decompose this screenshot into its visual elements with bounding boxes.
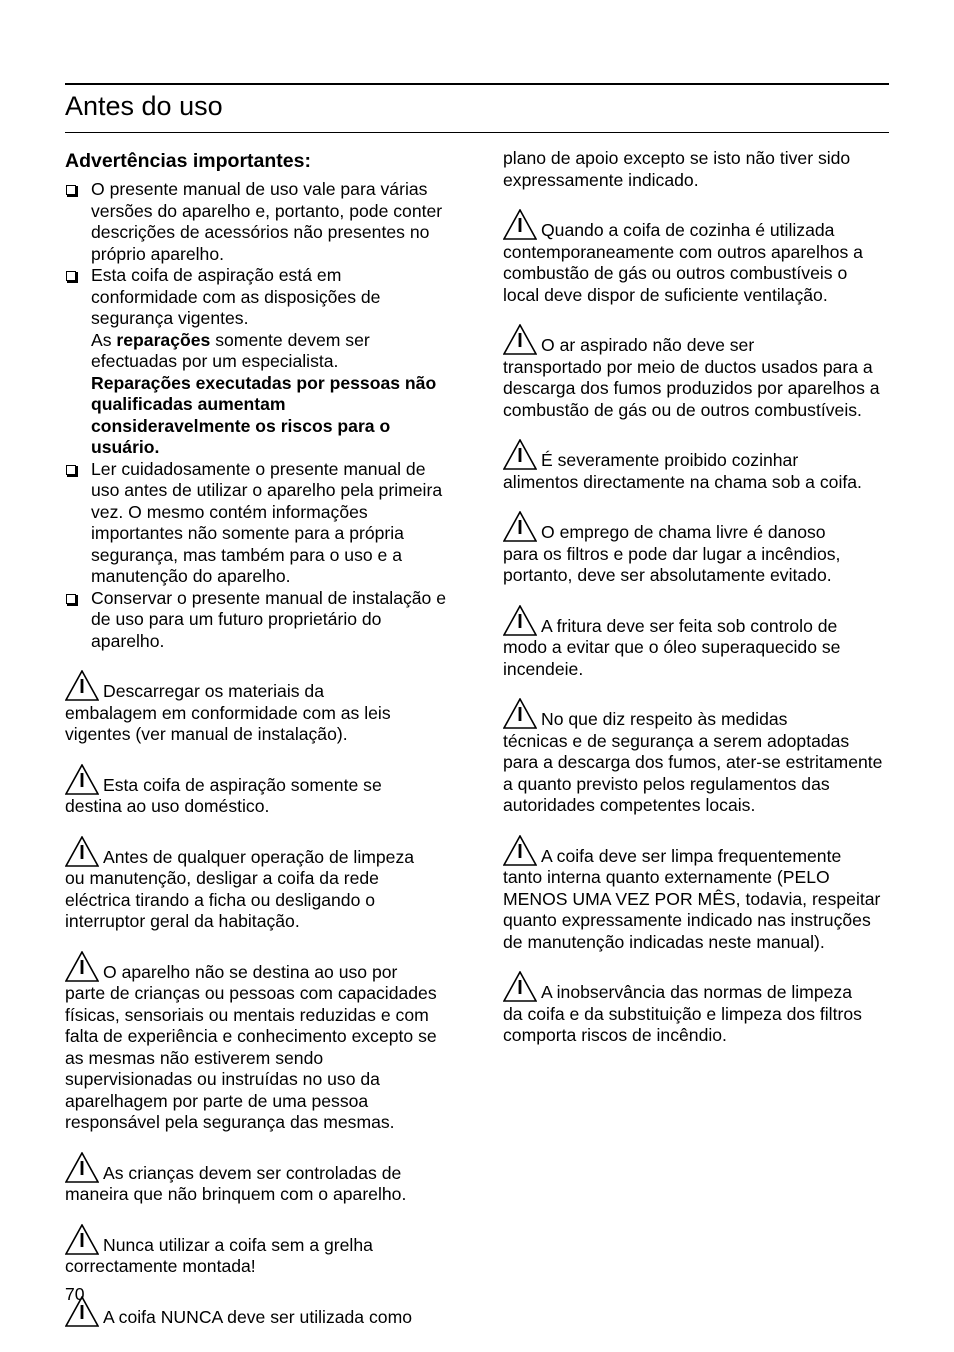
checkbox-bullet-icon	[66, 271, 76, 281]
repairs-text-pre: As	[91, 329, 117, 350]
warning-first-line: Esta coifa de aspiração somente se	[103, 774, 382, 795]
warning-text: ou manutenção, desligar a coifa da rede eléctrica tirando a ficha ou desligando o interruptor geral da habitação.	[65, 868, 379, 931]
warning-paragraph	[503, 439, 887, 493]
warning-first-line: O aparelho não se destina ao uso por	[103, 961, 398, 982]
warning-first-line: O emprego de chama livre é danoso	[541, 522, 826, 542]
warning-paragraph	[503, 209, 887, 306]
page-number: 70	[65, 1284, 85, 1304]
warning-paragraph	[65, 1296, 449, 1329]
warning-text: alimentos directamente na chama sob a coifa.	[503, 471, 862, 492]
warning-triangle-icon	[503, 835, 537, 866]
checkbox-bullet-icon	[66, 465, 76, 475]
warning-triangle-icon	[65, 764, 99, 795]
warning-text: tanto interna quanto externamente (PELO MENOS UMA VEZ POR MÊS, todavia, respeitar quanto expressamente indicado nas instruções de manutenção indicadas neste manual).	[503, 867, 881, 952]
warning-triangle-icon	[503, 605, 537, 636]
warning-text: parte de crianças ou pessoas com capacidades físicas, sensoriais ou mentais reduzidas e com falta de experiência e conhecimento excepto se as mesmas não estiverem sendo supervisionadas ou instruídas no uso da aparelhagem por parte de uma pessoa responsável pela segurança das mesmas.	[65, 983, 437, 1132]
checkbox-bullet-icon	[66, 185, 76, 195]
header-bottom-rule	[65, 132, 889, 133]
warning-paragraph	[503, 835, 887, 954]
repairs-bold: reparações	[116, 329, 211, 350]
list-item	[65, 459, 449, 588]
warning-text: para os filtros e pode dar lugar a incêndios, portanto, deve ser absolutamente evitado.	[503, 543, 841, 585]
warning-triangle-icon	[65, 1224, 99, 1255]
warning-first-line: A fritura deve ser feita sob controlo de	[541, 615, 838, 636]
warning-paragraph	[65, 670, 449, 746]
warning-paragraph	[503, 605, 887, 681]
warning-text: técnicas e de segurança a serem adoptadas para a descarga dos fumos, ater-se estritamente a quanto previsto pelos regulamentos das autoridades competentes locais.	[503, 730, 883, 815]
list-item	[65, 179, 449, 265]
list-item	[65, 265, 449, 459]
warning-paragraph	[503, 971, 887, 1047]
warning-first-line: É severamente proibido cozinhar	[541, 450, 799, 470]
warning-triangle-icon	[503, 971, 537, 1002]
warning-first-line: A coifa deve ser limpa frequentemente	[541, 845, 842, 866]
warning-first-line: No que diz respeito às medidas	[541, 709, 788, 729]
warning-first-line: Nunca utilizar a coifa sem a grelha	[103, 1234, 373, 1255]
warning-paragraph	[65, 1224, 449, 1278]
right-column	[503, 148, 887, 1047]
warning-paragraph	[503, 511, 887, 587]
checkbox-bullet-icon	[66, 594, 76, 604]
warning-paragraph	[503, 698, 887, 817]
list-item-text: Ler cuidadosamente o presente manual de uso antes de utilizar o aparelho pela primeira vez. O mesmo contém informações importantes não somente para a própria segurança, mas também para o uso e a manutenção do aparelho.	[91, 458, 443, 586]
warning-triangle-icon	[503, 324, 537, 355]
important-warnings-heading: Advertências importantes:	[65, 150, 311, 172]
warning-text: correctamente montada!	[65, 1256, 256, 1276]
checkbox-list	[65, 179, 449, 652]
warning-triangle-icon	[65, 836, 99, 867]
warning-first-line: Descarregar os materiais da	[103, 681, 324, 701]
warning-text: contemporaneamente com outros aparelhos a combustão de gás ou outros combustíveis o local deve dispor de suficiente ventilação.	[503, 241, 863, 305]
warning-first-line: Antes de qualquer operação de limpeza	[103, 846, 415, 867]
warning-text: destina ao uso doméstico.	[65, 796, 270, 816]
warning-text: transportado por meio de ductos usados para a descarga dos fumos produzidos por aparelhos a combustão de gás ou de outros combustíveis.	[503, 356, 880, 420]
warning-first-line: As crianças devem ser controladas de	[103, 1162, 402, 1183]
repairs-warning-bold: Reparações executadas por pessoas não qualificadas aumentam consideravelmente os riscos para o usuário.	[91, 372, 437, 457]
warning-paragraph	[65, 836, 449, 933]
warning-text: da coifa e da substituição e limpeza dos filtros comporta riscos de incêndio.	[503, 1003, 862, 1045]
list-item-text: Esta coifa de aspiração está em conformidade com as disposições de segurança vigentes.	[91, 265, 381, 328]
warning-triangle-icon	[65, 951, 99, 982]
left-column	[65, 148, 449, 1328]
warning-text: modo a evitar que o óleo superaquecido se incendeie.	[503, 637, 841, 679]
warning-triangle-icon	[503, 439, 537, 470]
continuation-text: plano de apoio excepto se isto não tiver sido expressamente indicado.	[503, 148, 851, 190]
warning-text: maneira que não brinquem com o aparelho.	[65, 1184, 407, 1204]
list-item	[65, 588, 449, 653]
warning-first-line: A coifa NUNCA deve ser utilizada como	[103, 1306, 413, 1327]
warning-paragraph	[503, 324, 887, 421]
warning-triangle-icon	[65, 670, 99, 701]
warning-paragraph	[65, 764, 449, 818]
warning-triangle-icon	[503, 698, 537, 729]
warning-paragraph	[65, 951, 449, 1134]
warning-text: embalagem em conformidade com as leis vigentes (ver manual de instalação).	[65, 702, 391, 744]
list-item-text: Conservar o presente manual de instalação e de uso para um futuro proprietário do aparelho.	[91, 587, 447, 651]
warning-triangle-icon	[503, 209, 537, 240]
warning-first-line: A inobservância das normas de limpeza	[541, 982, 852, 1002]
warning-triangle-icon	[65, 1152, 99, 1183]
warning-first-line: O ar aspirado não deve ser	[541, 335, 755, 355]
warning-first-line: Quando a coifa de cozinha é utilizada	[541, 220, 835, 240]
section-title: Antes do uso	[65, 91, 223, 121]
warning-triangle-icon	[503, 511, 537, 542]
header-top-rule	[65, 83, 889, 85]
repairs-text-post: somente devem ser efectuadas por um especialista.	[91, 329, 370, 371]
warning-paragraph	[65, 1152, 449, 1206]
list-item-text: O presente manual de uso vale para várias versões do aparelho e, portanto, pode conter descrições de acessórios não presentes no próprio aparelho.	[91, 179, 443, 264]
